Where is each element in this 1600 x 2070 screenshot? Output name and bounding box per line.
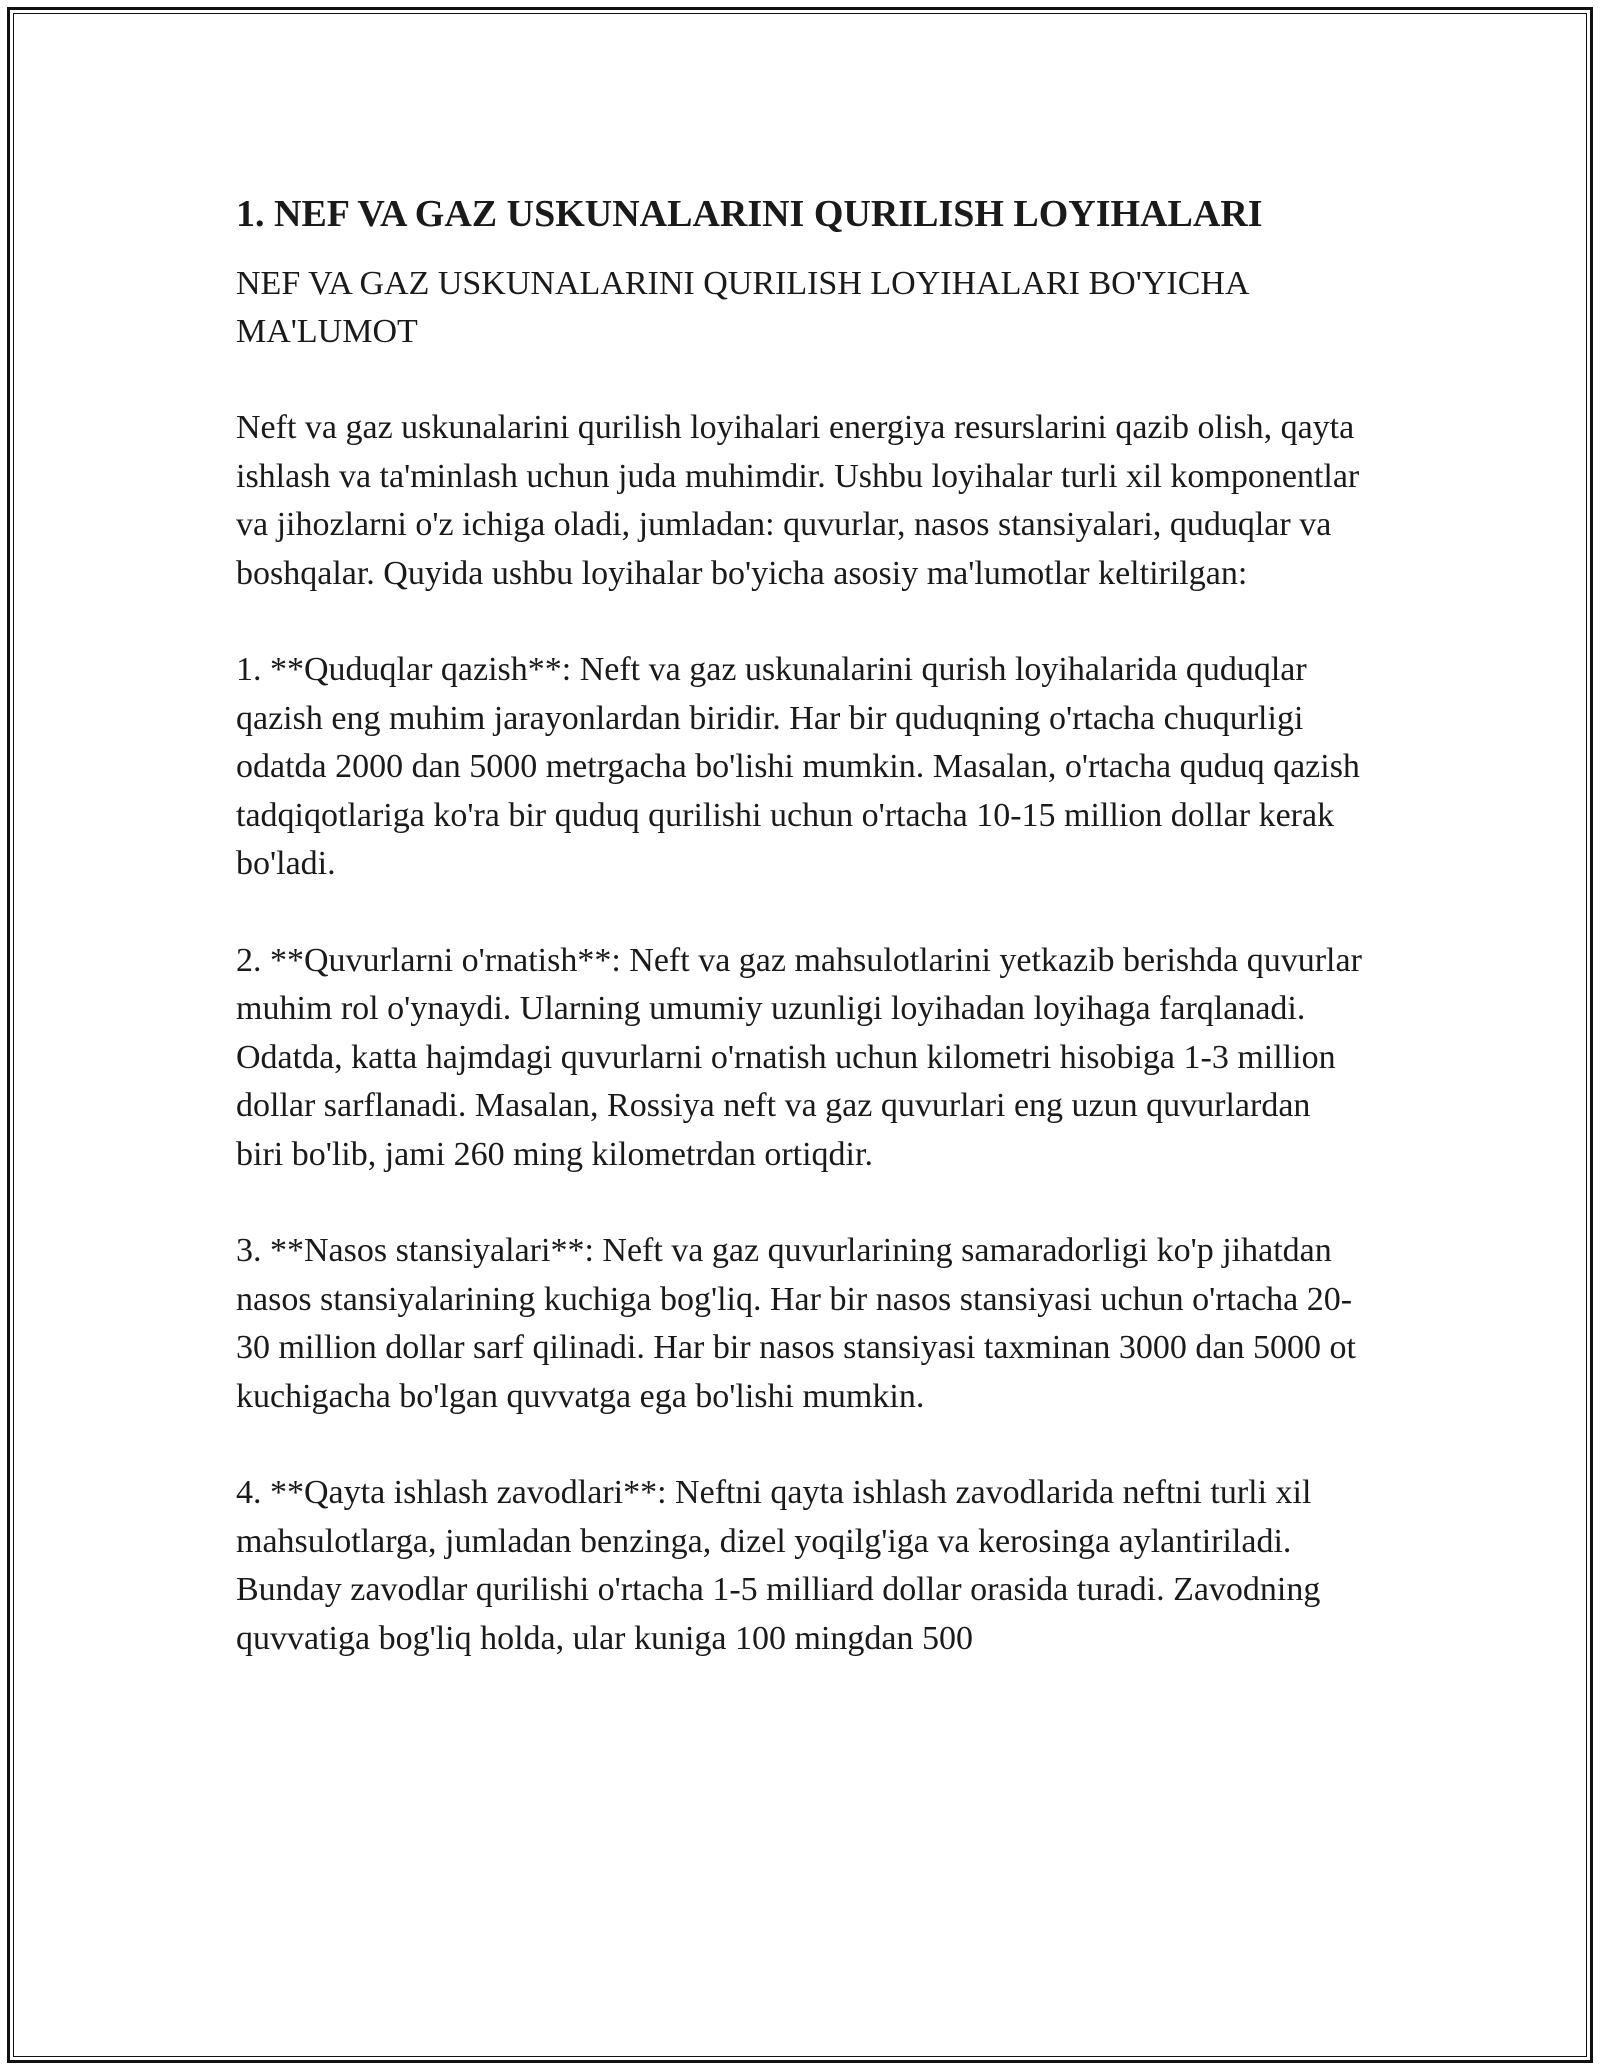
paragraph-refineries: 4. **Qayta ishlash zavodlari**: Neftni qayta ishlash zavodlarida neftni turli xil mahsulotlarga, jumladan benzinga, dizel yoqilg'iga va kerosinga aylantiriladi. Bunday zavodlar qurilishi o'rtacha 1-5 milliard dollar orasida turadi. Zavodning quvvatiga bog'liq holda, ular kuniga 100 mingdan 500	[236, 1474, 1321, 1657]
document-body	[236, 186, 1366, 1663]
paragraph-intro: Neft va gaz uskunalarini qurilish loyihalari energiya resurslarini qazib olish, qayta ishlash va ta'minlash uchun juda muhimdir. Ushbu loyihalar turli xil komponentlar va jihozlarni o'z ichiga oladi, jumladan: quvurlar, nasos stansiyalari, quduqlar va boshqalar. Quyida ushbu loyihalar bo'yicha asosiy ma'lumotlar keltirilgan:	[236, 409, 1360, 592]
document-subtitle: NEF VA GAZ USKUNALARINI QURILISH LOYIHALARI BO'YICHA MA'LUMOT	[236, 265, 1248, 350]
paragraph-pipelines: 2. **Quvurlarni o'rnatish**: Neft va gaz mahsulotlarini yetkazib berishda quvurlar muhim rol o'ynaydi. Ularning umumiy uzunligi loyihadan loyihaga farqlanadi. Odatda, katta hajmdagi quvurlarni o'rnatish uchun kilometri hisobiga 1-3 million dollar sarflanadi. Masalan, Rossiya neft va gaz quvurlari eng uzun quvurlardan biri bo'lib, jami 260 ming kilometrdan ortiqdir.	[236, 941, 1362, 1173]
paragraph-wells: 1. **Quduqlar qazish**: Neft va gaz uskunalarini qurish loyihalarida quduqlar qazish eng muhim jarayonlardan biridir. Har bir quduqning o'rtacha chuqurligi odatda 2000 dan 5000 metrgacha bo'lishi mumkin. Masalan, o'rtacha quduq qazish tadqiqotlariga ko'ra bir quduq qurilishi uchun o'rtacha 10-15 million dollar kerak bo'ladi.	[236, 651, 1360, 882]
paragraph-pump-stations: 3. **Nasos stansiyalari**: Neft va gaz quvurlarining samaradorligi ko'p jihatdan nasos stansiyalarining kuchiga bog'liq. Har bir nasos stansiyasi uchun o'rtacha 20-30 million dollar sarf qilinadi. Har bir nasos stansiyasi taxminan 3000 dan 5000 ot kuchigacha bo'lgan quvvatga ega bo'lishi mumkin.	[236, 1232, 1356, 1415]
document-title: 1. NEF VA GAZ USKUNALARINI QURILISH LOYIHALARI	[236, 193, 1263, 235]
